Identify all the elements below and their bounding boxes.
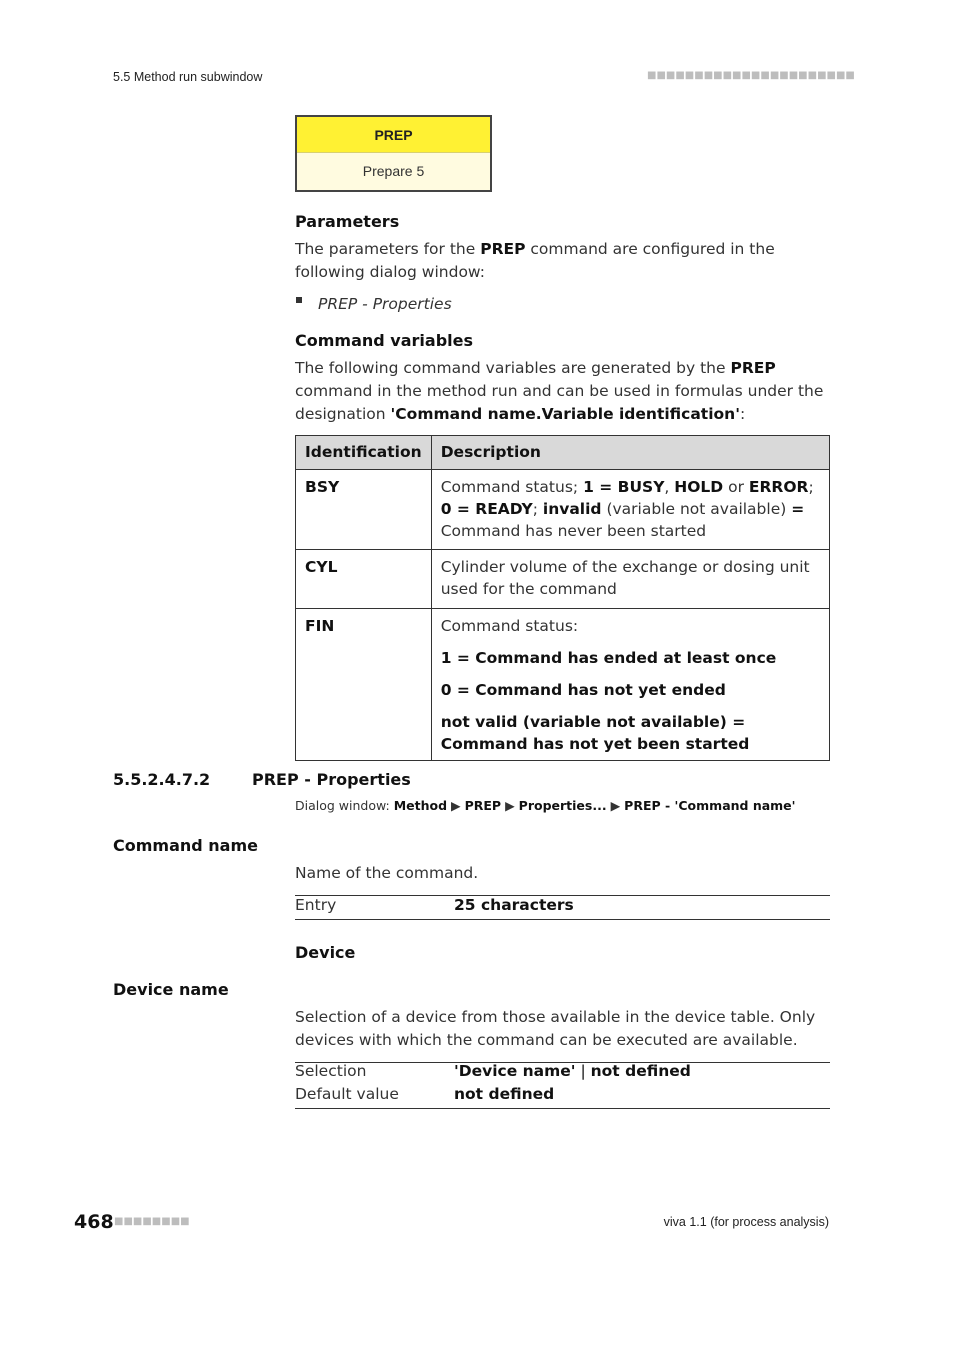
- parameters-heading: Parameters: [295, 212, 400, 231]
- table-row: [296, 550, 830, 609]
- parameters-text: The parameters for the PREP command are configured in the following dialog window:: [295, 240, 775, 281]
- default-value: not defined: [454, 1085, 555, 1103]
- footer-dots: ■■■■■■■■: [114, 1216, 190, 1227]
- dialog-path: Dialog window: Method ▶ PREP ▶ Properties... ▶ PREP - 'Command name': [295, 798, 796, 813]
- device-name-description: Selection of a device from those available in the device table. Only devices with which the command can be executed are available.: [295, 1008, 816, 1049]
- device-subheading: Device: [295, 943, 356, 962]
- command-box-title: PREP: [297, 117, 490, 153]
- entry-label: Entry: [295, 896, 337, 914]
- page-number: 468: [74, 1211, 114, 1233]
- divider: [295, 919, 830, 920]
- table-header-row: [296, 436, 830, 470]
- command-name-description: Name of the command.: [295, 864, 479, 882]
- bullet-icon: [296, 297, 302, 303]
- fin-value-invalid: not valid (variable not available) = Command has not yet been started: [440, 713, 750, 753]
- running-header-section: 5.5 Method run subwindow: [113, 70, 263, 84]
- command-variables-heading: Command variables: [295, 331, 473, 350]
- section-number: 5.5.2.4.7.2: [113, 770, 211, 789]
- variable-description: Command status; 1 = BUSY, HOLD or ERROR; 0 = READY; invalid (variable not available) = Command has never been started: [431, 470, 829, 550]
- fin-value-1: 1 = Command has ended at least once: [440, 649, 777, 667]
- default-value-label: Default value: [295, 1085, 399, 1103]
- running-header-dots: ■■■■■■■■■■■■■■■■■■■■■■: [647, 70, 855, 81]
- device-name-heading: Device name: [113, 980, 229, 999]
- command-variables-text: The following command variables are generated by the PREP command in the method run and can be used in formulas under the designation 'Command name.Variable identification':: [295, 359, 824, 423]
- table-row: [296, 470, 830, 550]
- prep-command-box: [295, 115, 492, 192]
- fin-value-0: 0 = Command has not yet ended: [440, 681, 726, 699]
- table-header-description: Description: [431, 436, 829, 470]
- divider: [295, 1108, 830, 1109]
- footer-product: viva 1.1 (for process analysis): [663, 1215, 829, 1229]
- section-title: PREP - Properties: [252, 770, 411, 789]
- variable-description: Cylinder volume of the exchange or dosing unit used for the command: [431, 550, 829, 609]
- fin-status-label: Command status:: [440, 617, 579, 635]
- variable-description: [431, 609, 829, 761]
- variable-id: CYL: [296, 550, 432, 609]
- command-variables-table: [295, 435, 830, 761]
- parameters-bullet-item: PREP - Properties: [318, 295, 452, 313]
- variable-id: FIN: [296, 609, 432, 761]
- table-header-identification: Identification: [296, 436, 432, 470]
- command-box-subtitle: Prepare 5: [362, 163, 425, 179]
- variable-id: BSY: [296, 470, 432, 550]
- selection-label: Selection: [295, 1062, 367, 1080]
- command-name-heading: Command name: [113, 836, 258, 855]
- table-row: [296, 609, 830, 761]
- entry-value: 25 characters: [454, 896, 574, 914]
- selection-value: 'Device name' | not defined: [454, 1062, 691, 1080]
